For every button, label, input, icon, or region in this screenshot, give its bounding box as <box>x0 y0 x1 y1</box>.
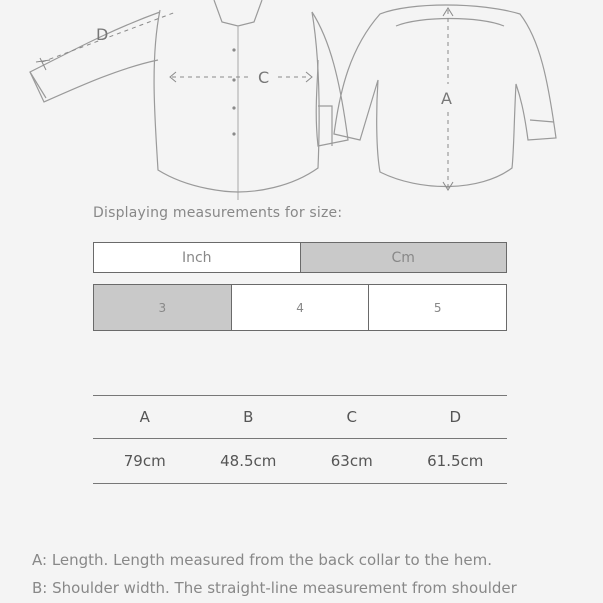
size-picker <box>93 284 507 331</box>
value-b: 48.5cm <box>197 439 301 484</box>
table-header-row <box>93 396 507 439</box>
table-row <box>93 439 507 484</box>
label-c: C <box>258 68 270 87</box>
size-option-4[interactable]: 4 <box>231 285 369 330</box>
note-shoulder: B: Shoulder width. The straight-line measurement from shoulder <box>32 579 517 597</box>
shirt-measurement-diagram <box>0 0 603 200</box>
shirt-buttons <box>232 48 235 135</box>
unit-option-cm[interactable]: Cm <box>300 243 507 272</box>
value-a: 79cm <box>93 439 197 484</box>
value-d: 61.5cm <box>404 439 508 484</box>
note-length: A: Length. Length measured from the back collar to the hem. <box>32 551 492 569</box>
header-a: A <box>93 396 197 439</box>
unit-toggle <box>93 242 507 273</box>
measurement-notes <box>32 546 592 602</box>
value-c: 63cm <box>300 439 404 484</box>
size-option-3[interactable]: 3 <box>94 285 231 330</box>
size-option-5[interactable]: 5 <box>368 285 506 330</box>
header-b: B <box>197 396 301 439</box>
header-c: C <box>300 396 404 439</box>
shirt-drawing <box>0 0 603 200</box>
label-a: A <box>441 89 452 108</box>
unit-option-inch[interactable]: Inch <box>94 243 300 272</box>
label-d: D <box>96 25 109 44</box>
size-caption: Displaying measurements for size: <box>93 205 343 221</box>
measurements-table <box>93 395 507 484</box>
header-d: D <box>404 396 508 439</box>
